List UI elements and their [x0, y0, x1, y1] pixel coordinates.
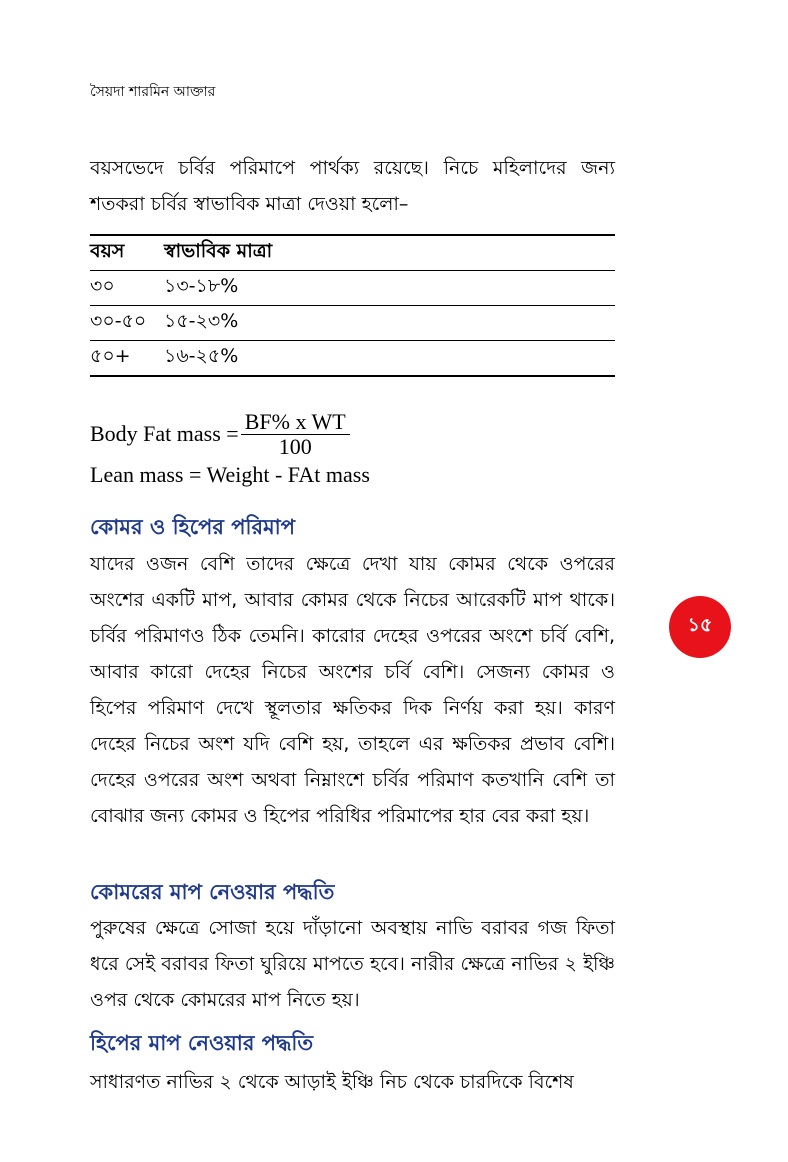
table-row	[90, 271, 615, 306]
table-row	[90, 306, 615, 341]
formula-numerator: BF% x WT	[241, 410, 350, 435]
section-body-waist-method: পুরুষের ক্ষেত্রে সোজা হয়ে দাঁড়ানো অবস্থায় নাভি বরাবর গজ ফিতা ধরে সেই বরাবর ফিতা ঘুরিয়ে মাপতে হবে। নারীর ক্ষেত্রে নাভির ২ ইঞ্চি ওপর থেকে কোমরের মাপ নিতে হয়।	[90, 917, 615, 1011]
age-cell: ৩০-৫০	[90, 310, 147, 332]
range-cell: ১৬-২৫%	[164, 345, 239, 367]
age-cell: ৫০+	[90, 345, 131, 367]
column-header-age: বয়স	[90, 240, 125, 262]
formula-fraction	[241, 410, 350, 459]
table-row	[90, 341, 615, 377]
body-fat-table	[90, 234, 615, 377]
formula-denominator: 100	[278, 433, 312, 459]
section-heading-hip-method: হিপের মাপ নেওয়ার পদ্ধতি	[90, 1031, 314, 1055]
section-body-hip-method: সাধারণত নাভির ২ থেকে আড়াই ইঞ্চি নিচ থেকে চারদিকে বিশেষ	[90, 1071, 574, 1093]
column-header-normal-range: স্বাভাবিক মাত্রা	[164, 240, 273, 262]
body-fat-formula	[90, 408, 370, 490]
age-cell: ৩০	[90, 275, 115, 297]
range-cell: ১৩-১৮%	[164, 275, 239, 297]
intro-paragraph: বয়সভেদে চর্বির পরিমাপে পার্থক্য রয়েছে। নিচে মহিলাদের জন্য শতকরা চর্বির স্বাভাবিক মাত্রা দেওয়া হলো–	[90, 157, 615, 215]
formula-lhs: Body Fat mass =	[90, 421, 239, 446]
page-number-badge: ১৫	[669, 596, 731, 658]
table-header-row	[90, 235, 615, 271]
range-cell: ১৫-২৩%	[164, 310, 239, 332]
fat-mass-equation	[90, 408, 370, 460]
section-heading-waist-method: কোমরের মাপ নেওয়ার পদ্ধতি	[90, 880, 335, 904]
section-heading-waist-hip: কোমর ও হিপের পরিমাপ	[90, 515, 296, 539]
running-header-author: সৈয়দা শারমিন আক্তার	[90, 84, 216, 100]
lean-mass-equation: Lean mass = Weight - FAt mass	[90, 462, 370, 487]
section-body-waist-hip: যাদের ওজন বেশি তাদের ক্ষেত্রে দেখা যায় কোমর থেকে ওপরের অংশের একটি মাপ, আবার কোমর থেকে নিচের আরেকটি মাপ থাকে। চর্বির পরিমাণও ঠিক তেমনি। কারোর দেহের ওপরের অংশে চর্বি বেশি, আবার কারো দেহের নিচের অংশের চর্বি বেশি। সেজন্য কোমর ও হিপের পরিমাণ দেখে স্থূলতার ক্ষতিকর দিক নির্ণয় করা হয়। কারণ দেহের নিচের অংশ যদি বেশি হয়, তাহলে এর ক্ষতিকর প্রভাব বেশি। দেহের ওপরের অংশ অথবা নিম্নাংশে চর্বির পরিমাণ কতখানি বেশি তা বোঝার জন্য কোমর ও হিপের পরিধির পরিমাপের হার বের করা হয়।	[90, 553, 615, 827]
